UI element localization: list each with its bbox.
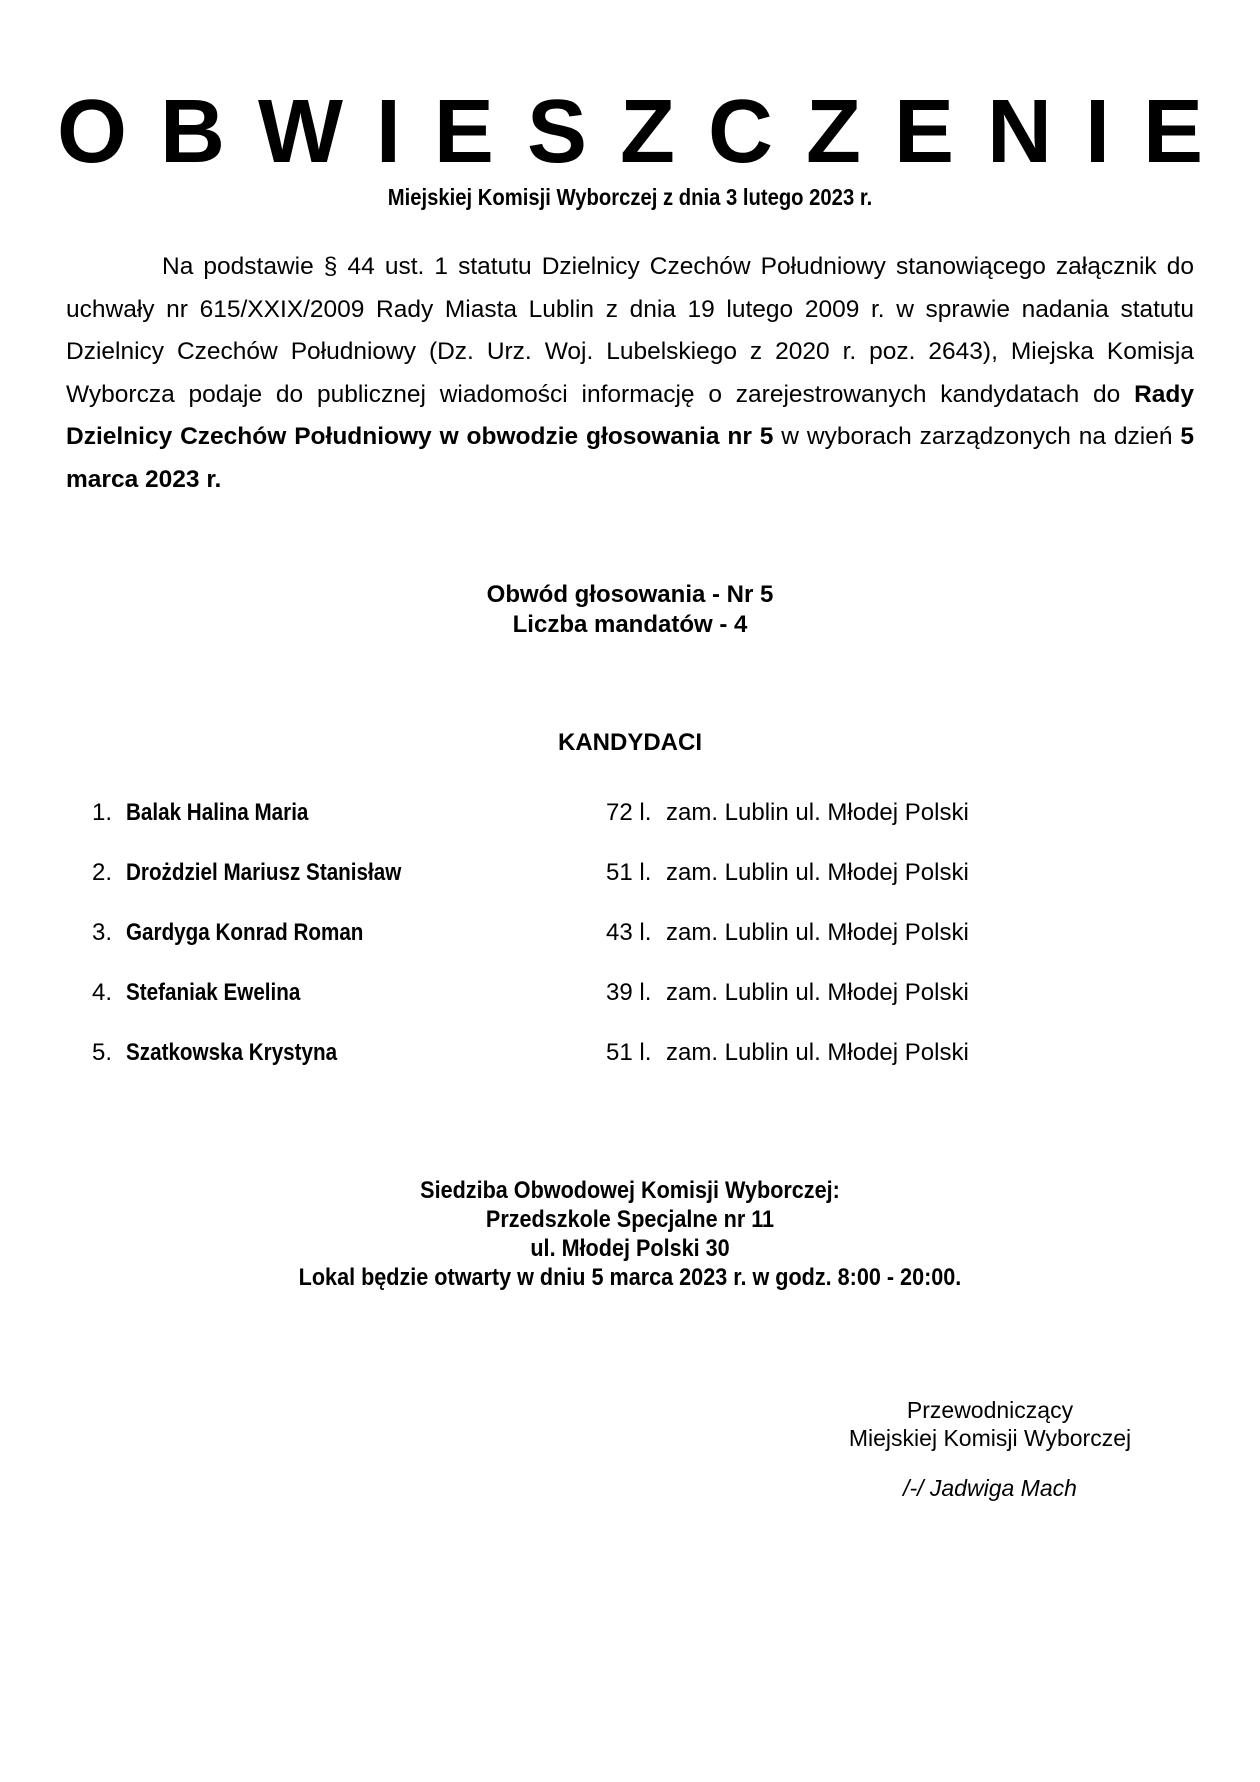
signature-role-1: Przewodniczący bbox=[906, 1397, 1074, 1423]
candidate-name: Stefaniak Ewelina bbox=[126, 979, 301, 1006]
document-title: OBWIESZCZENIE bbox=[56, 82, 1236, 182]
candidate-age: 39 l. bbox=[606, 979, 652, 1006]
seat-heading: Siedziba Obwodowej Komisji Wyborczej: bbox=[420, 1177, 840, 1204]
candidate-name: Balak Halina Maria bbox=[126, 799, 309, 826]
candidates-list bbox=[0, 798, 1260, 1098]
candidate-row bbox=[0, 918, 1260, 978]
candidate-address: zam. Lublin ul. Młodej Polski bbox=[666, 799, 969, 826]
intro-bold-date: 5 marca 2023 r. bbox=[66, 423, 1194, 493]
candidate-row bbox=[0, 978, 1260, 1038]
candidate-address: zam. Lublin ul. Młodej Polski bbox=[666, 919, 969, 946]
intro-paragraph bbox=[66, 246, 1194, 501]
candidate-address: zam. Lublin ul. Młodej Polski bbox=[666, 1039, 969, 1066]
candidate-number: 5. bbox=[92, 1039, 113, 1066]
candidate-age: 43 l. bbox=[606, 919, 652, 946]
candidate-age: 72 l. bbox=[606, 799, 652, 826]
district-number: Obwód głosowania - Nr 5 bbox=[486, 581, 774, 608]
intro-bold-council: Rady Dzielnicy Czechów Południowy w obwodzie głosowania nr 5 bbox=[66, 380, 1194, 450]
candidate-address: zam. Lublin ul. Młodej Polski bbox=[666, 859, 969, 886]
candidate-name: Gardyga Konrad Roman bbox=[126, 919, 364, 946]
candidate-number: 2. bbox=[92, 859, 113, 886]
seat-venue: Przedszkole Specjalne nr 11 bbox=[485, 1206, 775, 1233]
intro-text-1: Na podstawie § 44 ust. 1 statutu Dzielnicy Czechów Południowy stanowiącego załącznik do uchwały nr 615/XXIX/2009 Rady Miasta Lublin z dnia 19 lutego 2009 r. w sprawie nadania statutu Dzielnicy Czechów Południowy (Dz. Urz. Woj. Lubelskiego z 2020 r. poz. 2643), Miejska Komisja Wyborcza podaje do publicznej wiadomości informację o zarejestrowanych kandydatach do bbox=[66, 253, 1194, 408]
signer-name: /-/ Jadwiga Mach bbox=[903, 1475, 1077, 1501]
commission-seat bbox=[0, 1176, 1260, 1292]
candidate-row bbox=[0, 1038, 1260, 1098]
candidate-row bbox=[0, 798, 1260, 858]
candidate-age: 51 l. bbox=[606, 859, 652, 886]
signature-block bbox=[800, 1396, 1180, 1502]
candidate-name: Drożdziel Mariusz Stanisław bbox=[126, 859, 402, 886]
candidates-heading: KANDYDACI bbox=[558, 729, 702, 756]
seat-street: ul. Młodej Polski 30 bbox=[530, 1235, 730, 1262]
candidate-number: 3. bbox=[92, 919, 113, 946]
candidate-address: zam. Lublin ul. Młodej Polski bbox=[666, 979, 969, 1006]
seat-hours: Lokal będzie otwarty w dniu 5 marca 2023 r. w godz. 8:00 - 20:00. bbox=[298, 1264, 962, 1291]
candidate-age: 51 l. bbox=[606, 1039, 652, 1066]
district-info bbox=[0, 580, 1260, 640]
mandate-count: Liczba mandatów - 4 bbox=[512, 611, 748, 638]
candidate-number: 1. bbox=[92, 799, 113, 826]
intro-text-2: w wyborach zarządzonych na dzień bbox=[773, 423, 1181, 450]
candidate-number: 4. bbox=[92, 979, 113, 1006]
signature-role-2: Miejskiej Komisji Wyborczej bbox=[848, 1425, 1132, 1451]
document-subtitle: Miejskiej Komisji Wyborczej z dnia 3 lutego 2023 r. bbox=[387, 184, 873, 210]
candidate-row bbox=[0, 858, 1260, 918]
candidate-name: Szatkowska Krystyna bbox=[126, 1039, 338, 1066]
